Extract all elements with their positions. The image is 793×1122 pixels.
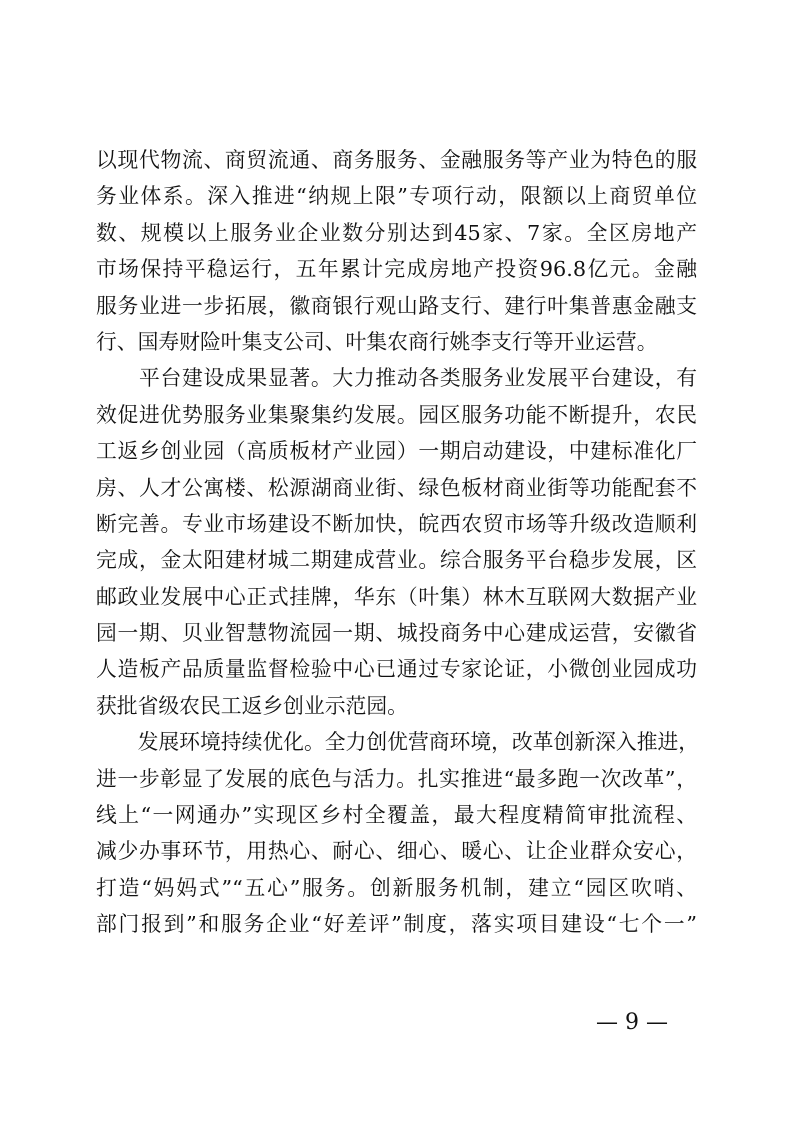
text-line: 房、人才公寓楼、松源湖商业街、绿色板材商业街等功能配套不 [96, 475, 697, 500]
page-number: — 9 — [596, 1010, 668, 1035]
paragraph-2 [96, 360, 697, 724]
text-line: 效促进优势服务业集聚集约发展。园区服务功能不断提升，农民 [96, 402, 697, 427]
text-line: 市场保持平稳运行，五年累计完成房地产投资96.8亿元。金融 [96, 257, 697, 282]
text-line: 完成，金太阳建材城二期建成营业。综合服务平台稳步发展，区 [96, 548, 697, 573]
text-line: 行、国寿财险叶集支公司、叶集农商行姚李支行等开业运营。 [96, 329, 658, 354]
text-line: 服务业进一步拓展，徽商银行观山路支行、建行叶集普惠金融支 [96, 293, 697, 318]
text-line: 以现代物流、商贸流通、商务服务、金融服务等产业为特色的服 [96, 148, 697, 172]
text-line: 发展环境持续优化。全力创优营商环境，改革创新深入推进， [96, 730, 700, 755]
text-line: 务业体系。深入推进“纳规上限”专项行动，限额以上商贸单位 [96, 184, 697, 209]
text-line: 数、规模以上服务业企业数分别达到45家、7家。全区房地产 [96, 220, 697, 245]
text-line: 部门报到”和服务企业“好差评”制度，落实项目建设“七个一” [96, 912, 697, 937]
text-line: 断完善。专业市场建设不断加快，皖西农贸市场等升级改造顺利 [96, 511, 697, 536]
text-line: 工返乡创业园（高质板材产业园）一期启动建设，中建标准化厂 [96, 439, 697, 464]
text-line: 减少办事环节，用热心、耐心、细心、暖心、让企业群众安心， [96, 839, 697, 864]
paragraph-1 [96, 142, 697, 360]
body-text [96, 142, 700, 943]
text-line: 平台建设成果显著。大力推动各类服务业发展平台建设，有 [96, 366, 697, 391]
text-line: 打造“妈妈式”“五心”服务。创新服务机制，建立“园区吹哨、 [96, 875, 697, 900]
text-line: 人造板产品质量监督检验中心已通过专家论证，小微创业园成功 [96, 657, 697, 682]
text-line: 线上“一网通办”实现区乡村全覆盖，最大程度精简审批流程、 [96, 803, 697, 828]
text-line: 邮政业发展中心正式挂牌，华东（叶集）林木互联网大数据产业 [96, 584, 697, 609]
paragraph-3 [96, 724, 700, 942]
text-line: 进一步彰显了发展的底色与活力。扎实推进“最多跑一次改革”， [96, 766, 697, 791]
text-line: 获批省级农民工返乡创业示范园。 [96, 693, 408, 718]
text-line: 园一期、贝业智慧物流园一期、城投商务中心建成运营，安徽省 [96, 621, 697, 646]
